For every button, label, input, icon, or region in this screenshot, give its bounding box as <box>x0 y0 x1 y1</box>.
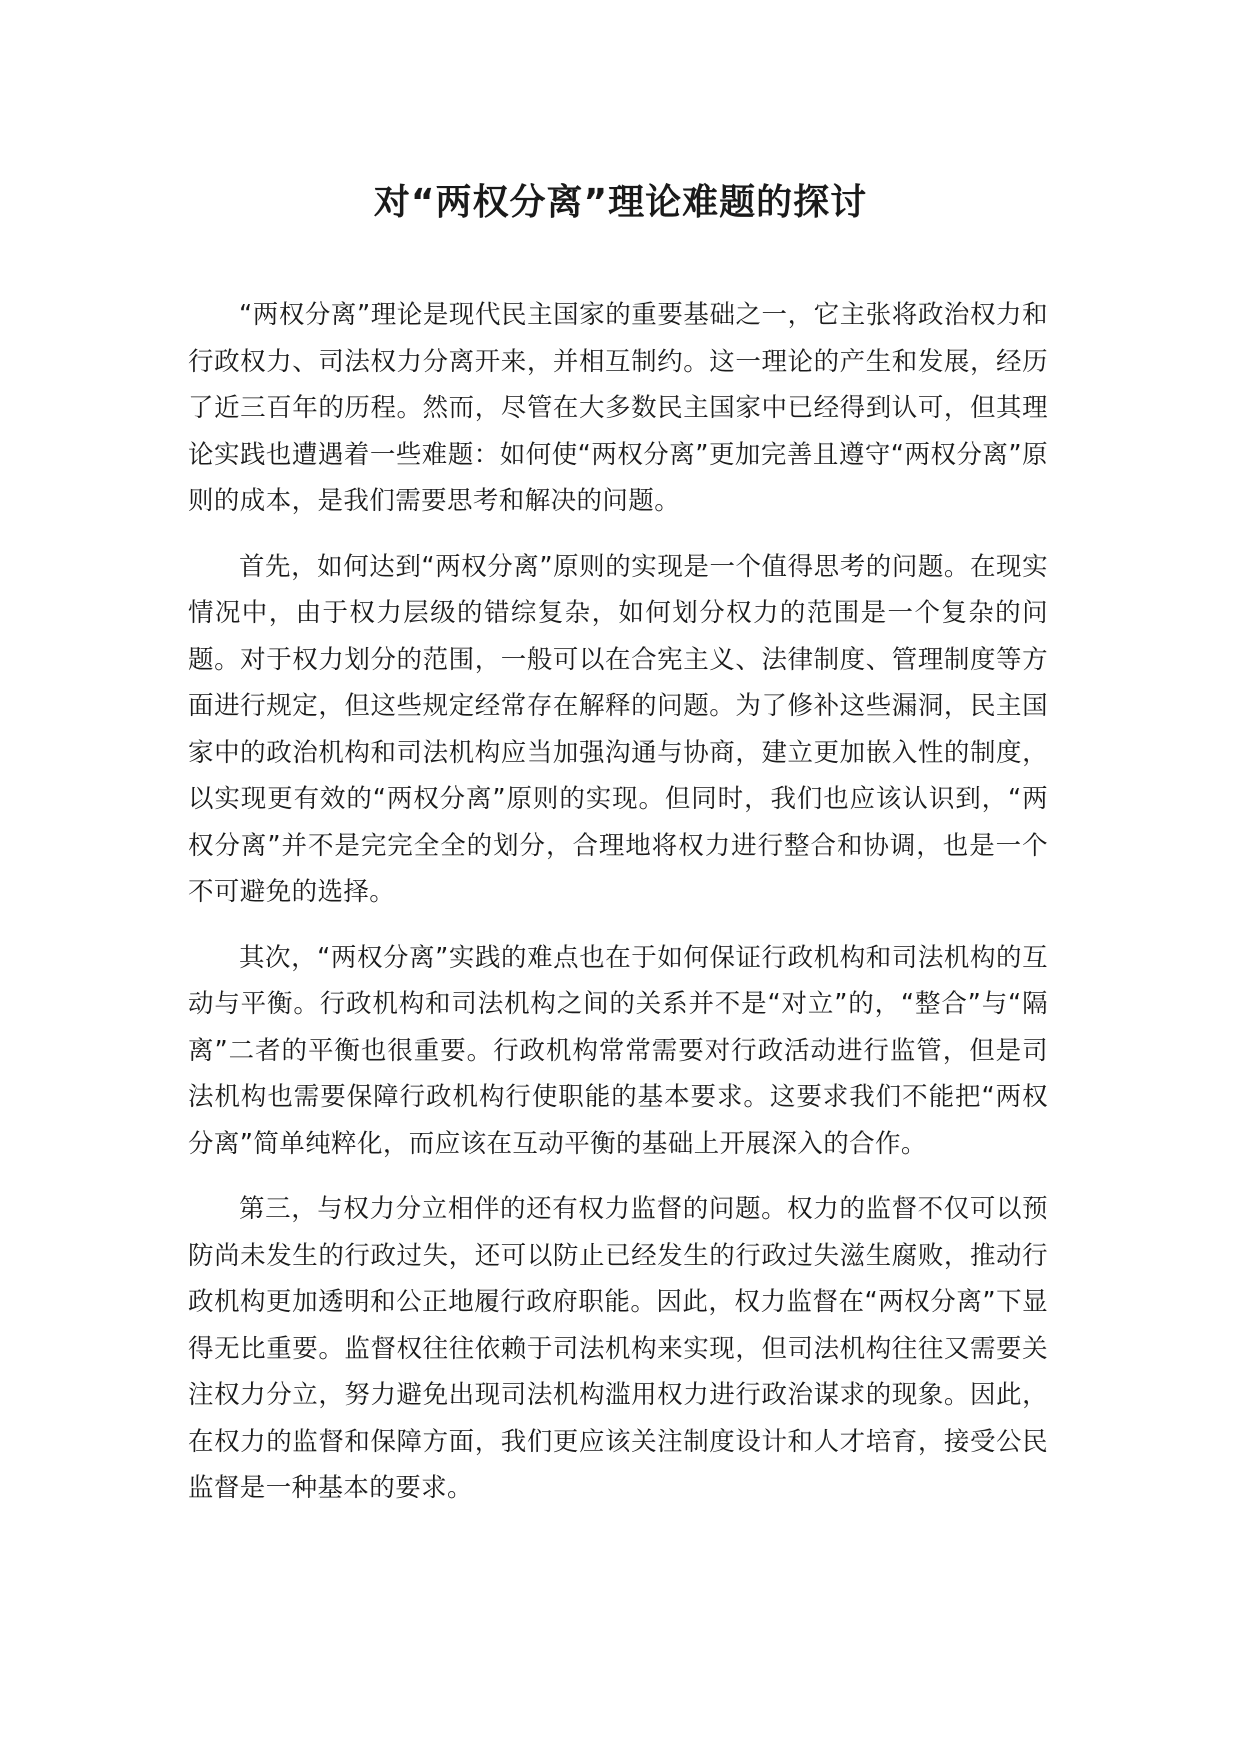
paragraph-first: 首先，如何达到“两权分离”原则的实现是一个值得思考的问题。在现实情况中，由于权力层级的错综复杂，如何划分权力的范围是一个复杂的问题。对于权力划分的范围，一般可以在合宪主义、法律制度、管理制度等方面进行规定，但这些规定经常存在解释的问题。为了修补这些漏洞，民主国家中的政治机构和司法机构应当加强沟通与协商，建立更加嵌入性的制度，以实现更有效的“两权分离”原则的实现。但同时，我们也应该认识到，“两权分离”并不是完完全全的划分，合理地将权力进行整合和协调，也是一个不可避免的选择。 <box>188 551 1048 907</box>
paragraph-intro: “两权分离”理论是现代民主国家的重要基础之一，它主张将政治权力和行政权力、司法权力分离开来，并相互制约。这一理论的产生和发展，经历了近三百年的历程。然而，尽管在大多数民主国家中已经得到认可，但其理论实践也遭遇着一些难题：如何使“两权分离”更加完善且遵守“两权分离”原则的成本，是我们需要思考和解决的问题。 <box>188 300 1048 516</box>
paragraph-second: 其次，“两权分离”实践的难点也在于如何保证行政机构和司法机构的互动与平衡。行政机构和司法机构之间的关系并不是“对立”的，“整合”与“隔离”二者的平衡也很重要。行政机构常常需要对行政活动进行监管，但是司法机构也需要保障行政机构行使职能的基本要求。这要求我们不能把“两权分离”简单纯粹化，而应该在互动平衡的基础上开展深入的合作。 <box>188 942 1048 1159</box>
document-title: 对“两权分离”理论难题的探讨 <box>373 182 868 223</box>
document-body <box>188 292 1048 1531</box>
paragraph-third: 第三，与权力分立相伴的还有权力监督的问题。权力的监督不仅可以预防尚未发生的行政过失，还可以防止已经发生的行政过失滋生腐败，推动行政机构更加透明和公正地履行政府职能。因此，权力监督在“两权分离”下显得无比重要。监督权往往依赖于司法机构来实现，但司法机构往往又需要关注权力分立，努力避免出现司法机构滥用权力进行政治谋求的现象。因此，在权力的监督和保障方面，我们更应该关注制度设计和人才培育，接受公民监督是一种基本的要求。 <box>188 1194 1048 1503</box>
